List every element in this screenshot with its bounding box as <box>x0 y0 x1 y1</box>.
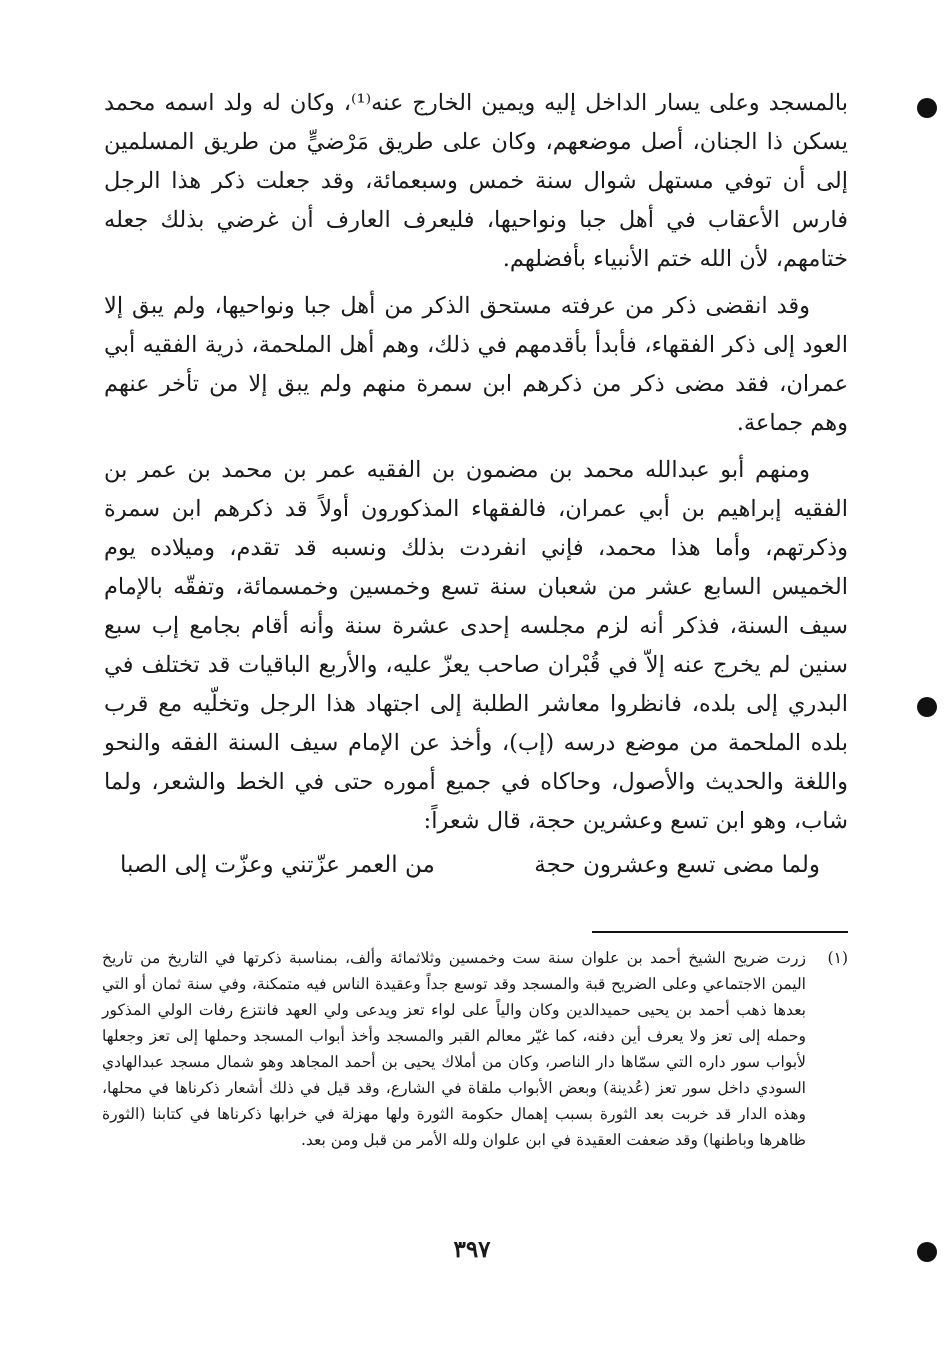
poetry-verse <box>120 852 820 892</box>
footnote-marker: (١) <box>827 949 848 967</box>
paragraph-2: وقد انقضى ذكر من عرفته مستحق الذكر من أهل جبا ونواحيها، ولم يبق إلا العود إلى ذكر الفقهاء، فأبدأ بأقدمهم في ذلك، وهم أهل الملحمة، ذرية الفقيه أبي عمران، فقد مضى ذكر من ذكرهم ابن سمرة منهم ولم يبق إلا من تأخر عنهم وهم جماعة. <box>104 293 848 436</box>
margin-dot-icon <box>917 98 937 118</box>
page-number: ٣٩٧ <box>453 1236 491 1263</box>
paragraph-1: بالمسجد وعلى يسار الداخل إليه ويمين الخارج عنه⁽¹⁾، وكان له ولد اسمه محمد يسكن ذا الجنان، أصل موضعهم، وكان على طريق مَرْضيٍّ من طريق المسلمين إلى أن توفي مستهل شوال سنة خمس وسبعمائة، وقد جعلت ذكر هذا الرجل فارس الأعقاب في أهل جبا ونواحيها، فليعرف العارف أن غرضي بذلك جعله ختامهم، لأن الله ختم الأنبياء بأفضلهم. <box>104 90 849 272</box>
footnote <box>102 945 848 1153</box>
paragraph-3: ومنهم أبو عبدالله محمد بن مضمون بن الفقيه عمر بن محمد بن عمر بن الفقيه إبراهيم بن أبي عمران، فالفقهاء المذكورون أولاً قد ذكرهم ابن سمرة وذكرتهم، وأما هذا محمد، فإني انفردت بذلك ونسبه قد تقدم، وميلاده يوم الخميس السابع عشر من شعبان سنة تسع وخمسين وخمسمائة، وتفقّه بالإمام سيف السنة، فذكر أنه لزم مجلسه إحدى عشرة سنة وأنه أقام بجامع إب سبع سنين لم يخرج عنه إلاّ في قُبْران صاحب يعزّ عليه، والأربع الباقيات قد تختلف في البدري إلى بلده، فانظروا معاشر الطلبة إلى اجتهاد هذا الرجل وتخلّيه مع قرب بلده الملحمة من موضع درسه (إب)، وأخذ عن الإمام سيف السنة الفقه والنحو واللغة والحديث والأصول، وحاكاه في جميع أموره حتى في الخط والشعر، ولما شاب، وهو ابن تسع وعشرين حجة، قال شعراً: <box>104 457 848 834</box>
footnote-text: زرت ضريح الشيخ أحمد بن علوان سنة ست وخمسين وثلاثمائة وألف، بمناسبة ذكرتها في التاريخ من تاريخ اليمن الاجتماعي وعلى الضريح قبة والمسجد وقد توسع جداً وعقيدة الناس فيه متمكنة، وفي سنة ثمان أو التي بعدها ذهب أحمد بن يحيى حميدالدين وكان والياً على لواء تعز ويدعى ولي العهد فانتزع رفات الولي المذكور وحمله إلى تعز ولا يعرف أين دفنه، كما غيّر معالم القبر والمسجد وأخذ أبواب المسجد وحملها إلى تعز وجعلها لأبواب سور داره التي سمّاها دار الناصر، وكان من أملاك يحيى بن أحمد المجاهد وهو شمال مسجد عبدالهادي السودي داخل سور تعز (عُدينة) وبعض الأبواب ملقاة في الشارع، وقد قيل في ذلك أشعار ذكرناها في محلها، وهذه الدار قد خربت بعد الثورة بسبب إهمال حكومة الثورة ولها مهزلة في خرابها ذكرناها في كتابنا (الثورة ظاهرها وباطنها) وقد ضعفت العقيدة في ابن علوان ولله الأمر من قبل ومن بعد. <box>102 949 806 1149</box>
main-text <box>104 84 848 849</box>
verse-second-hemistich: من العمر عزّتني وعزّت إلى الصبا <box>120 852 435 878</box>
footnote-separator <box>592 931 848 933</box>
verse-first-hemistich: ولما مضى تسع وعشرون حجة <box>534 852 820 878</box>
margin-dot-icon <box>917 697 937 717</box>
